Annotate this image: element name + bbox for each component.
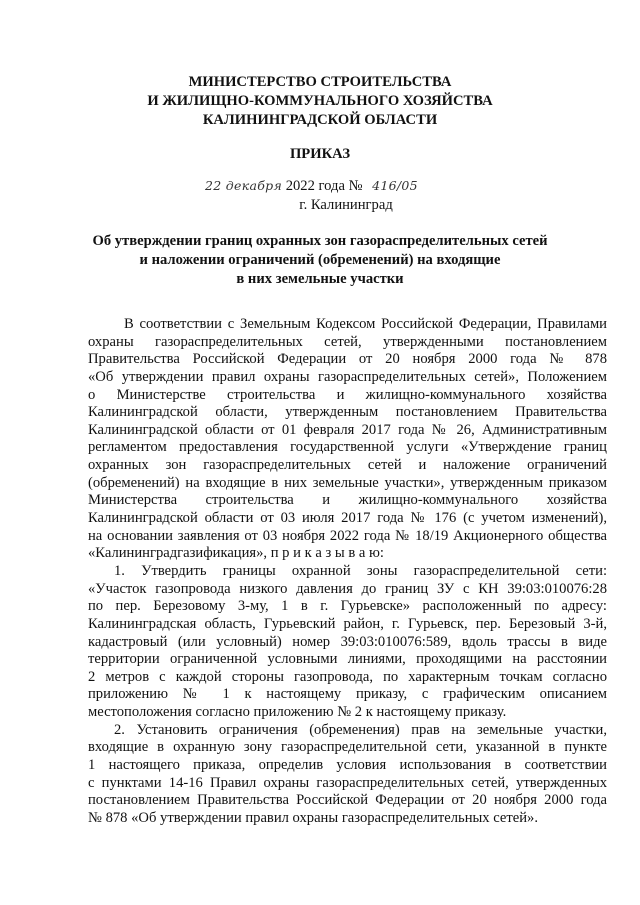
body-line: 1 настоящего приказа, определив условия использования в соответствии	[88, 757, 607, 774]
body-line: Калининградской области от 03 июля 2017 года № 176 (с учетом изменений),	[88, 510, 607, 527]
ministry-header	[0, 73, 640, 130]
body-line: 2 метров с каждой стороны газопровода, по характерным точкам согласно	[88, 668, 607, 685]
subject-line: и наложении ограничений (обременений) на входящие	[139, 252, 501, 268]
body-line: входящие в охранную зону газораспределительной сети, указанной в пункте	[88, 739, 607, 756]
handwritten-date: 22 декабря	[205, 178, 283, 193]
body-line: 2. Установить ограничения (обременения) прав на земельные участки,	[114, 721, 607, 738]
body-line: «Об утверждении правил охраны газораспределительных сетей», Положением	[88, 368, 607, 385]
body-line: «Калининградгазификация», п р и к а з ы в а ю:	[88, 545, 384, 562]
order-body	[88, 316, 607, 828]
body-line: охранных зон газораспределительных сетей и наложение ограничений	[88, 457, 607, 474]
order-subject	[0, 232, 640, 289]
body-line: местоположения согласно приложению № 2 к настоящему приказу.	[88, 704, 507, 721]
handwritten-number: 416/05	[372, 178, 418, 193]
ministry-line: И ЖИЛИЩНО-КОММУНАЛЬНОГО ХОЗЯЙСТВА	[147, 93, 493, 109]
body-line: по пер. Березовому 3-му, 1 в г. Гурьевске» расположенный по адресу:	[88, 598, 607, 615]
city-line	[0, 197, 640, 214]
ministry-line: МИНИСТЕРСТВО СТРОИТЕЛЬСТВА	[188, 74, 452, 90]
body-line: приложению № 1 к настоящему приказу, с графическим описанием	[88, 686, 607, 703]
body-line: Министерства строительства и жилищно-коммунального хозяйства	[88, 492, 607, 509]
body-line: охраны газораспределительных сетей, утвержденными постановлением	[88, 333, 607, 350]
body-line: с пунктами 14-16 Правил охраны газораспределительных сетей, утвержденных	[88, 774, 607, 791]
order-date-number	[205, 178, 418, 195]
body-line: В соответствии с Земельным Кодексом Российской Федерации, Правилами	[124, 316, 607, 332]
document-type: ПРИКАЗ	[289, 146, 351, 162]
subject-line: в них земельные участки	[236, 271, 404, 287]
body-line: на основании заявления от 03 ноября 2022 года № 18/19 Акционерного общества	[88, 527, 607, 544]
body-line: территории ограниченной условными линиями, проходящими на расстоянии	[88, 651, 607, 668]
body-line: Правительства Российской Федерации от 20 ноября 2000 года № 878	[88, 351, 607, 368]
body-line: 1. Утвердить границы охранной зоны газораспределительной сети:	[114, 562, 607, 579]
body-line: постановлением Правительства Российской Федерации от 20 ноября 2000 года	[88, 792, 607, 809]
body-line: № 878 «Об утверждении правил охраны газораспределительных сетей».	[88, 809, 538, 826]
body-line: регламентом предоставления государственной услуги «Утверждение границ	[88, 439, 607, 456]
body-line: о Министерстве строительства и жилищно-коммунального хозяйства	[88, 386, 607, 403]
body-line: «Участок газопровода низкого давления до границ ЗУ с КН 39:03:010076:28	[88, 580, 607, 597]
ministry-line: КАЛИНИНГРАДСКОЙ ОБЛАСТИ	[202, 112, 438, 128]
body-line: Калининградской области от 01 февраля 2017 года № 26, Административным	[88, 421, 607, 438]
printed-date: 2022 года №	[285, 178, 363, 194]
body-line: Калининградская область, Гурьевский район, г. Гурьевск, пер. Березовый 3-й,	[88, 615, 607, 632]
subject-line: Об утверждении границ охранных зон газораспределительных сетей	[92, 233, 548, 249]
city: г. Калининград	[299, 197, 393, 213]
body-line: Калининградской области, утвержденным постановлением Правительства	[88, 404, 607, 421]
body-line: кадастровый (или условный) номер 39:03:010076:589, вдоль трассы в виде	[88, 633, 607, 650]
body-line: (обременений) на входящие в них земельные участки», утвержденным приказом	[88, 474, 607, 491]
